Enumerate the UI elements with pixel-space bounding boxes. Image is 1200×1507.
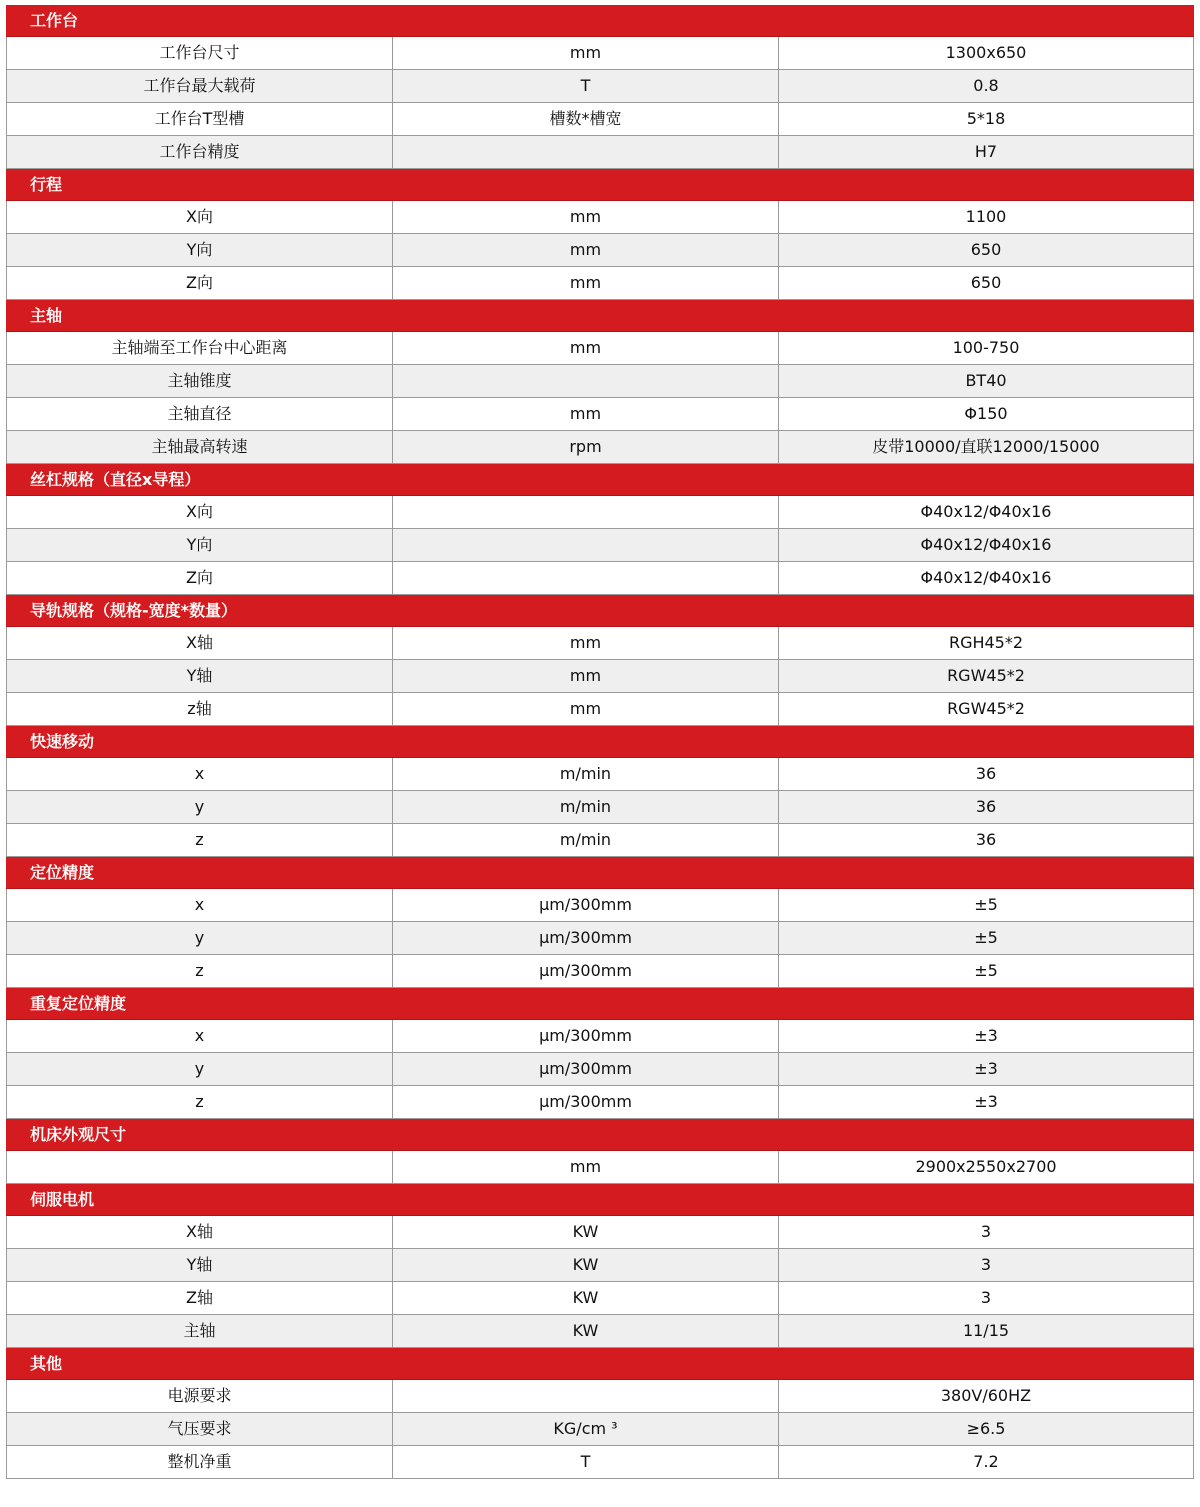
table-row [6, 562, 1194, 595]
spec-value-cell: 1300x650 [945, 43, 1027, 62]
table-row [6, 201, 1194, 234]
spec-name-cell: X轴 [7, 1216, 393, 1248]
section-header: 其他 [6, 1348, 1194, 1380]
spec-name-cell: 整机净重 [7, 1446, 393, 1478]
spec-unit-cell: rpm [393, 431, 779, 463]
spec-unit-cell: μm/300mm [393, 922, 779, 954]
spec-value-cell: ±5 [974, 961, 998, 980]
spec-unit-cell: mm [393, 267, 779, 299]
table-row [6, 70, 1194, 103]
spec-value-cell: ±5 [974, 928, 998, 947]
spec-name-cell: 主轴锥度 [7, 365, 393, 397]
spec-value-cell: Φ40x12/Φ40x16 [920, 535, 1052, 554]
spec-unit-cell: μm/300mm [393, 1020, 779, 1052]
spec-name-cell: x [7, 758, 393, 790]
table-row [6, 234, 1194, 267]
section-header: 导轨规格（规格-宽度*数量） [6, 595, 1194, 627]
section-header: 丝杠规格（直径x导程） [6, 464, 1194, 496]
table-row [6, 1249, 1194, 1282]
table-row [6, 398, 1194, 431]
spec-value-cell: BT40 [965, 371, 1007, 390]
spec-name-cell: Z向 [7, 562, 393, 594]
table-row [6, 267, 1194, 300]
section-header: 工作台 [6, 5, 1194, 37]
spec-unit-cell: T [393, 70, 779, 102]
table-row [6, 1053, 1194, 1086]
spec-value-cell: H7 [974, 142, 998, 161]
table-row [6, 103, 1194, 136]
spec-value-cell: 11/15 [962, 1321, 1010, 1340]
spec-unit-cell: mm [393, 627, 779, 659]
spec-value-cell: RGW45*2 [947, 699, 1025, 718]
spec-unit-cell: μm/300mm [393, 955, 779, 987]
table-row [6, 1020, 1194, 1053]
spec-value-cell: ±3 [974, 1059, 998, 1078]
spec-unit-cell: KW [393, 1282, 779, 1314]
spec-value-cell: 36 [975, 797, 997, 816]
spec-value-cell: 皮带10000/直联12000/15000 [872, 437, 1100, 456]
spec-name-cell: z轴 [7, 693, 393, 725]
spec-value-cell: ≥6.5 [966, 1419, 1006, 1438]
table-row [6, 1413, 1194, 1446]
spec-unit-cell: μm/300mm [393, 1053, 779, 1085]
spec-name-cell: X轴 [7, 627, 393, 659]
table-row [6, 791, 1194, 824]
spec-value-cell: 1100 [965, 207, 1007, 226]
spec-value-cell: 100-750 [952, 338, 1020, 357]
section-header: 快速移动 [6, 726, 1194, 758]
spec-unit-cell [393, 1380, 779, 1412]
spec-unit-cell: T [393, 1446, 779, 1478]
spec-value-cell: 36 [975, 764, 997, 783]
table-row [6, 1380, 1194, 1413]
table-row [6, 1315, 1194, 1348]
table-row [6, 660, 1194, 693]
spec-name-cell: 工作台T型槽 [7, 103, 393, 135]
spec-unit-cell: mm [393, 234, 779, 266]
spec-unit-cell [393, 496, 779, 528]
spec-unit-cell: mm [393, 660, 779, 692]
spec-name-cell: 主轴直径 [7, 398, 393, 430]
spec-value-cell: RGH45*2 [948, 633, 1024, 652]
spec-value-cell: Φ150 [964, 404, 1008, 423]
spec-table [6, 5, 1194, 1479]
table-row [6, 496, 1194, 529]
spec-name-cell: 工作台最大载荷 [7, 70, 393, 102]
spec-unit-cell: mm [393, 1151, 779, 1183]
table-row [6, 758, 1194, 791]
spec-value-cell: 650 [970, 273, 1002, 292]
table-row [6, 1216, 1194, 1249]
table-row [6, 1282, 1194, 1315]
table-row [6, 136, 1194, 169]
spec-value-cell: 3 [980, 1222, 992, 1241]
table-row [6, 37, 1194, 70]
spec-name-cell: z [7, 955, 393, 987]
spec-name-cell: 主轴最高转速 [7, 431, 393, 463]
spec-name-cell: y [7, 1053, 393, 1085]
spec-unit-cell: mm [393, 332, 779, 364]
spec-name-cell [7, 1151, 393, 1183]
spec-unit-cell [393, 136, 779, 168]
spec-name-cell: 气压要求 [7, 1413, 393, 1445]
spec-name-cell: y [7, 922, 393, 954]
table-row [6, 955, 1194, 988]
spec-unit-cell: 槽数*槽宽 [393, 103, 779, 135]
spec-name-cell: z [7, 824, 393, 856]
spec-unit-cell: mm [393, 201, 779, 233]
table-row [6, 922, 1194, 955]
table-row [6, 431, 1194, 464]
spec-value-cell: 650 [970, 240, 1002, 259]
section-header: 伺服电机 [6, 1184, 1194, 1216]
spec-unit-cell: KW [393, 1249, 779, 1281]
spec-name-cell: Z向 [7, 267, 393, 299]
spec-name-cell: X向 [7, 496, 393, 528]
spec-value-cell: 0.8 [973, 76, 999, 95]
spec-name-cell: 主轴 [7, 1315, 393, 1347]
spec-name-cell: y [7, 791, 393, 823]
spec-unit-cell: m/min [393, 791, 779, 823]
spec-value-cell: 36 [975, 830, 997, 849]
spec-name-cell: Y向 [7, 234, 393, 266]
spec-unit-cell: μm/300mm [393, 1086, 779, 1118]
spec-value-cell: 7.2 [973, 1452, 999, 1471]
spec-unit-cell: mm [393, 37, 779, 69]
spec-name-cell: x [7, 1020, 393, 1052]
spec-value-cell: Φ40x12/Φ40x16 [920, 568, 1052, 587]
table-row [6, 1446, 1194, 1479]
spec-name-cell: x [7, 889, 393, 921]
spec-name-cell: 电源要求 [7, 1380, 393, 1412]
table-row [6, 693, 1194, 726]
section-header: 定位精度 [6, 857, 1194, 889]
spec-name-cell: Y轴 [7, 1249, 393, 1281]
table-row [6, 365, 1194, 398]
spec-unit-cell [393, 365, 779, 397]
spec-name-cell: 工作台精度 [7, 136, 393, 168]
spec-value-cell: 2900x2550x2700 [915, 1157, 1057, 1176]
spec-value-cell: ±3 [974, 1026, 998, 1045]
table-row [6, 1086, 1194, 1119]
spec-name-cell: X向 [7, 201, 393, 233]
spec-value-cell: 3 [980, 1288, 992, 1307]
spec-unit-cell [393, 529, 779, 561]
spec-unit-cell: mm [393, 398, 779, 430]
spec-value-cell: 5*18 [966, 109, 1006, 128]
spec-unit-cell: KG/cm ³ [393, 1413, 779, 1445]
section-header: 重复定位精度 [6, 988, 1194, 1020]
section-header: 行程 [6, 169, 1194, 201]
spec-unit-cell: μm/300mm [393, 889, 779, 921]
spec-value-cell: RGW45*2 [947, 666, 1025, 685]
spec-unit-cell: m/min [393, 824, 779, 856]
spec-name-cell: Z轴 [7, 1282, 393, 1314]
spec-name-cell: 主轴端至工作台中心距离 [7, 332, 393, 364]
table-row [6, 824, 1194, 857]
table-row [6, 627, 1194, 660]
spec-value-cell: ±5 [974, 895, 998, 914]
spec-unit-cell: mm [393, 693, 779, 725]
table-row [6, 332, 1194, 365]
spec-value-cell: 3 [980, 1255, 992, 1274]
table-row [6, 889, 1194, 922]
spec-unit-cell [393, 562, 779, 594]
table-row [6, 1151, 1194, 1184]
spec-name-cell: z [7, 1086, 393, 1118]
spec-value-cell: Φ40x12/Φ40x16 [920, 502, 1052, 521]
section-header: 主轴 [6, 300, 1194, 332]
spec-name-cell: Y轴 [7, 660, 393, 692]
spec-unit-cell: KW [393, 1216, 779, 1248]
spec-unit-cell: KW [393, 1315, 779, 1347]
table-row [6, 529, 1194, 562]
spec-name-cell: 工作台尺寸 [7, 37, 393, 69]
spec-value-cell: 380V/60HZ [940, 1386, 1032, 1405]
spec-value-cell: ±3 [974, 1092, 998, 1111]
section-header: 机床外观尺寸 [6, 1119, 1194, 1151]
spec-unit-cell: m/min [393, 758, 779, 790]
spec-name-cell: Y向 [7, 529, 393, 561]
